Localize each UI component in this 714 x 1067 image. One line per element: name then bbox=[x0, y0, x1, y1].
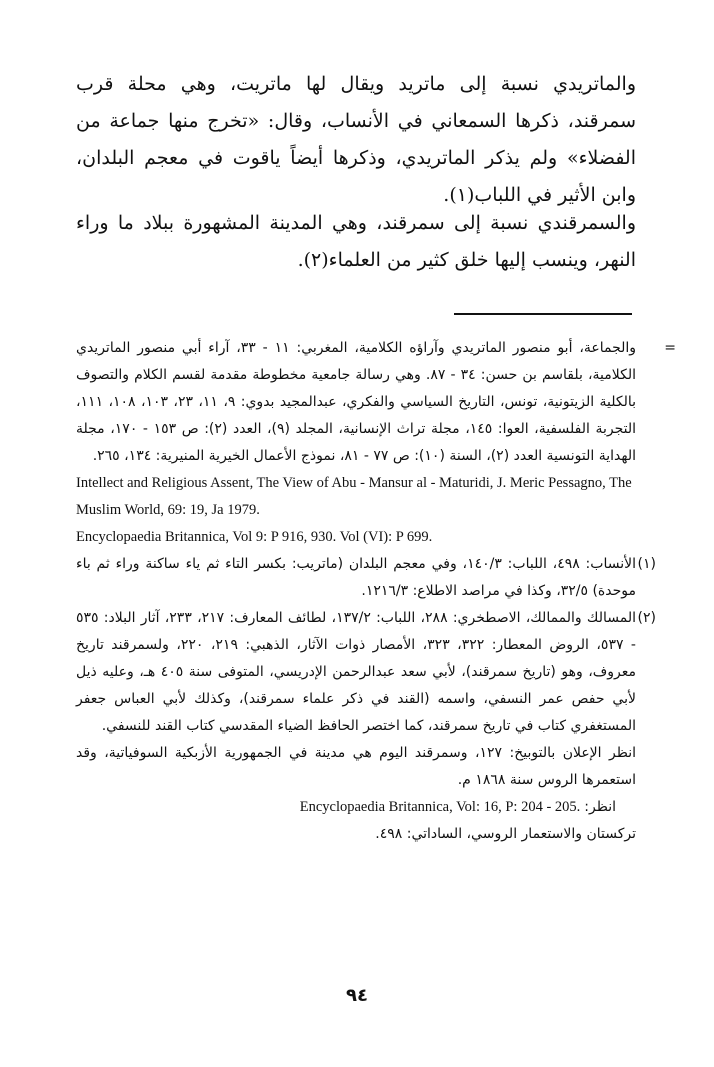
footnote-2-last-line: تركستان والاستعمار الروسي، الساداتي: ٤٩٨. bbox=[375, 826, 636, 842]
footnote-2-number: (٢) bbox=[637, 610, 656, 626]
footnote-latin-reference-2: Encyclopaedia Britannica, Vol 9: P 916, 930. Vol (VI): P 699. bbox=[76, 529, 433, 545]
footnote-2-text: المسالك والممالك، الاصطخري: ٢٨٨، اللباب: ١٣٧/٢، لطائف المعارف: ٢١٧، ٢٣٣، آثار البلاد: ٥٣٥ - ٥٣٧، الروض المعطار: ٣٢٢، ٣٢٣، الأمصار ذوات الآثار، الذهبي: ٢١٩، ٢٢٠، ولسمرقند تاريخ معروف، وهو (تاريخ سمرقند)، لأبي سعد عبدالرحمن الإدريسي، المتوفى سنة ٤٠٥ هـ، وعليه ذيل لأبي حفص عمر النسفي، واسمه (القند في ذكر علماء سمرقند)، وكذلك لأبي العباس جعفر المستغفري كتاب في تاريخ سمرقند، كما اختصر الحافظ الضياء المقدسي كتاب القند للنسفي. bbox=[76, 610, 637, 734]
footnote-1-text: الأنساب: ٤٩٨، اللباب: ١٤٠/٣، وفي معجم البلدان (ماتريب: بكسر التاء ثم ياء ساكنة وراء ثم باء موحدة) ٣٢/٥، وكذا في مراصد الاطلاع: ١٢١٦/٣. bbox=[76, 556, 636, 599]
footnote-continuation-text: والجماعة، أبو منصور الماتريدي وآراؤه الكلامية، المغربي: ١١ - ٣٣، آراء أبي منصور الماتريدي الكلامية، بلقاسم بن حسن: ٣٤ - ٨٧. وهي رسالة جامعية مخطوطة مقدمة لقسم الكلام والتصوف بالكلية الزيتونية، تونس، التاريخ السياسي والفكري، عبدالمجيد بدوي: ٩، ١١، ٢٣، ١٠٣، ١٠٨، ١١١، التجربة الفلسفية، العوا: ١٤٥، مجلة تراث الإنسانية، المجلد (٩)، العدد (٢): ص ١٥٣ - ١٧٠، مجلة الهداية التونسية العدد (٢)، السنة (١٠): ص ٧٧ - ٨١، نموذج الأعمال الخيرية المنيرية: ١٣٤، ٢٦٥. bbox=[76, 340, 637, 464]
footnote-2 bbox=[76, 605, 656, 740]
continuation-marker: = bbox=[664, 340, 676, 356]
body-paragraph-samarqandi: والسمرقندي نسبة إلى سمرقند، وهي المدينة المشهورة ببلاد ما وراء النهر، وينسب إليها خلق كثير من العلماء(٢). bbox=[76, 212, 636, 271]
footnote-2-see-latin: Encyclopaedia Britannica, Vol: 16, P: 204 - 205. bbox=[299, 799, 581, 815]
body-paragraph-maturidi: والماتريدي نسبة إلى ماتريد ويقال لها ماتريت، وهي محلة قرب سمرقند، ذكرها السمعاني في الأنساب، وقال: «تخرج منها جماعة من الفضلاء» ولم يذكر الماتريدي، وذكرها أيضاً ياقوت في معجم البلدان، وابن الأثير في اللباب(١). bbox=[76, 73, 636, 206]
footnote-2-see-label: انظر: bbox=[584, 799, 616, 815]
footnote-separator bbox=[454, 313, 632, 315]
footnotes-section bbox=[76, 335, 676, 848]
footnote-latin-reference-1: Intellect and Religious Assent, The View of Abu - Mansur al - Maturidi, J. Meric Pessagno, The Muslim World, 69: 19, Ja 1979. bbox=[76, 475, 632, 518]
footnote-continuation bbox=[76, 335, 676, 470]
footnote-2-continuation: انظر الإعلان بالتوبيخ: ١٢٧، وسمرقند اليوم هي مدينة في الجمهورية الأزبكية السوفياتية، وقد استعمرها الروس سنة ١٨٦٨ م. bbox=[76, 745, 637, 788]
footnote-2-see-reference bbox=[76, 794, 636, 821]
footnote-1 bbox=[76, 551, 656, 605]
footnote-1-number: (١) bbox=[637, 556, 656, 572]
page-number: ٩٤ bbox=[346, 985, 368, 1006]
